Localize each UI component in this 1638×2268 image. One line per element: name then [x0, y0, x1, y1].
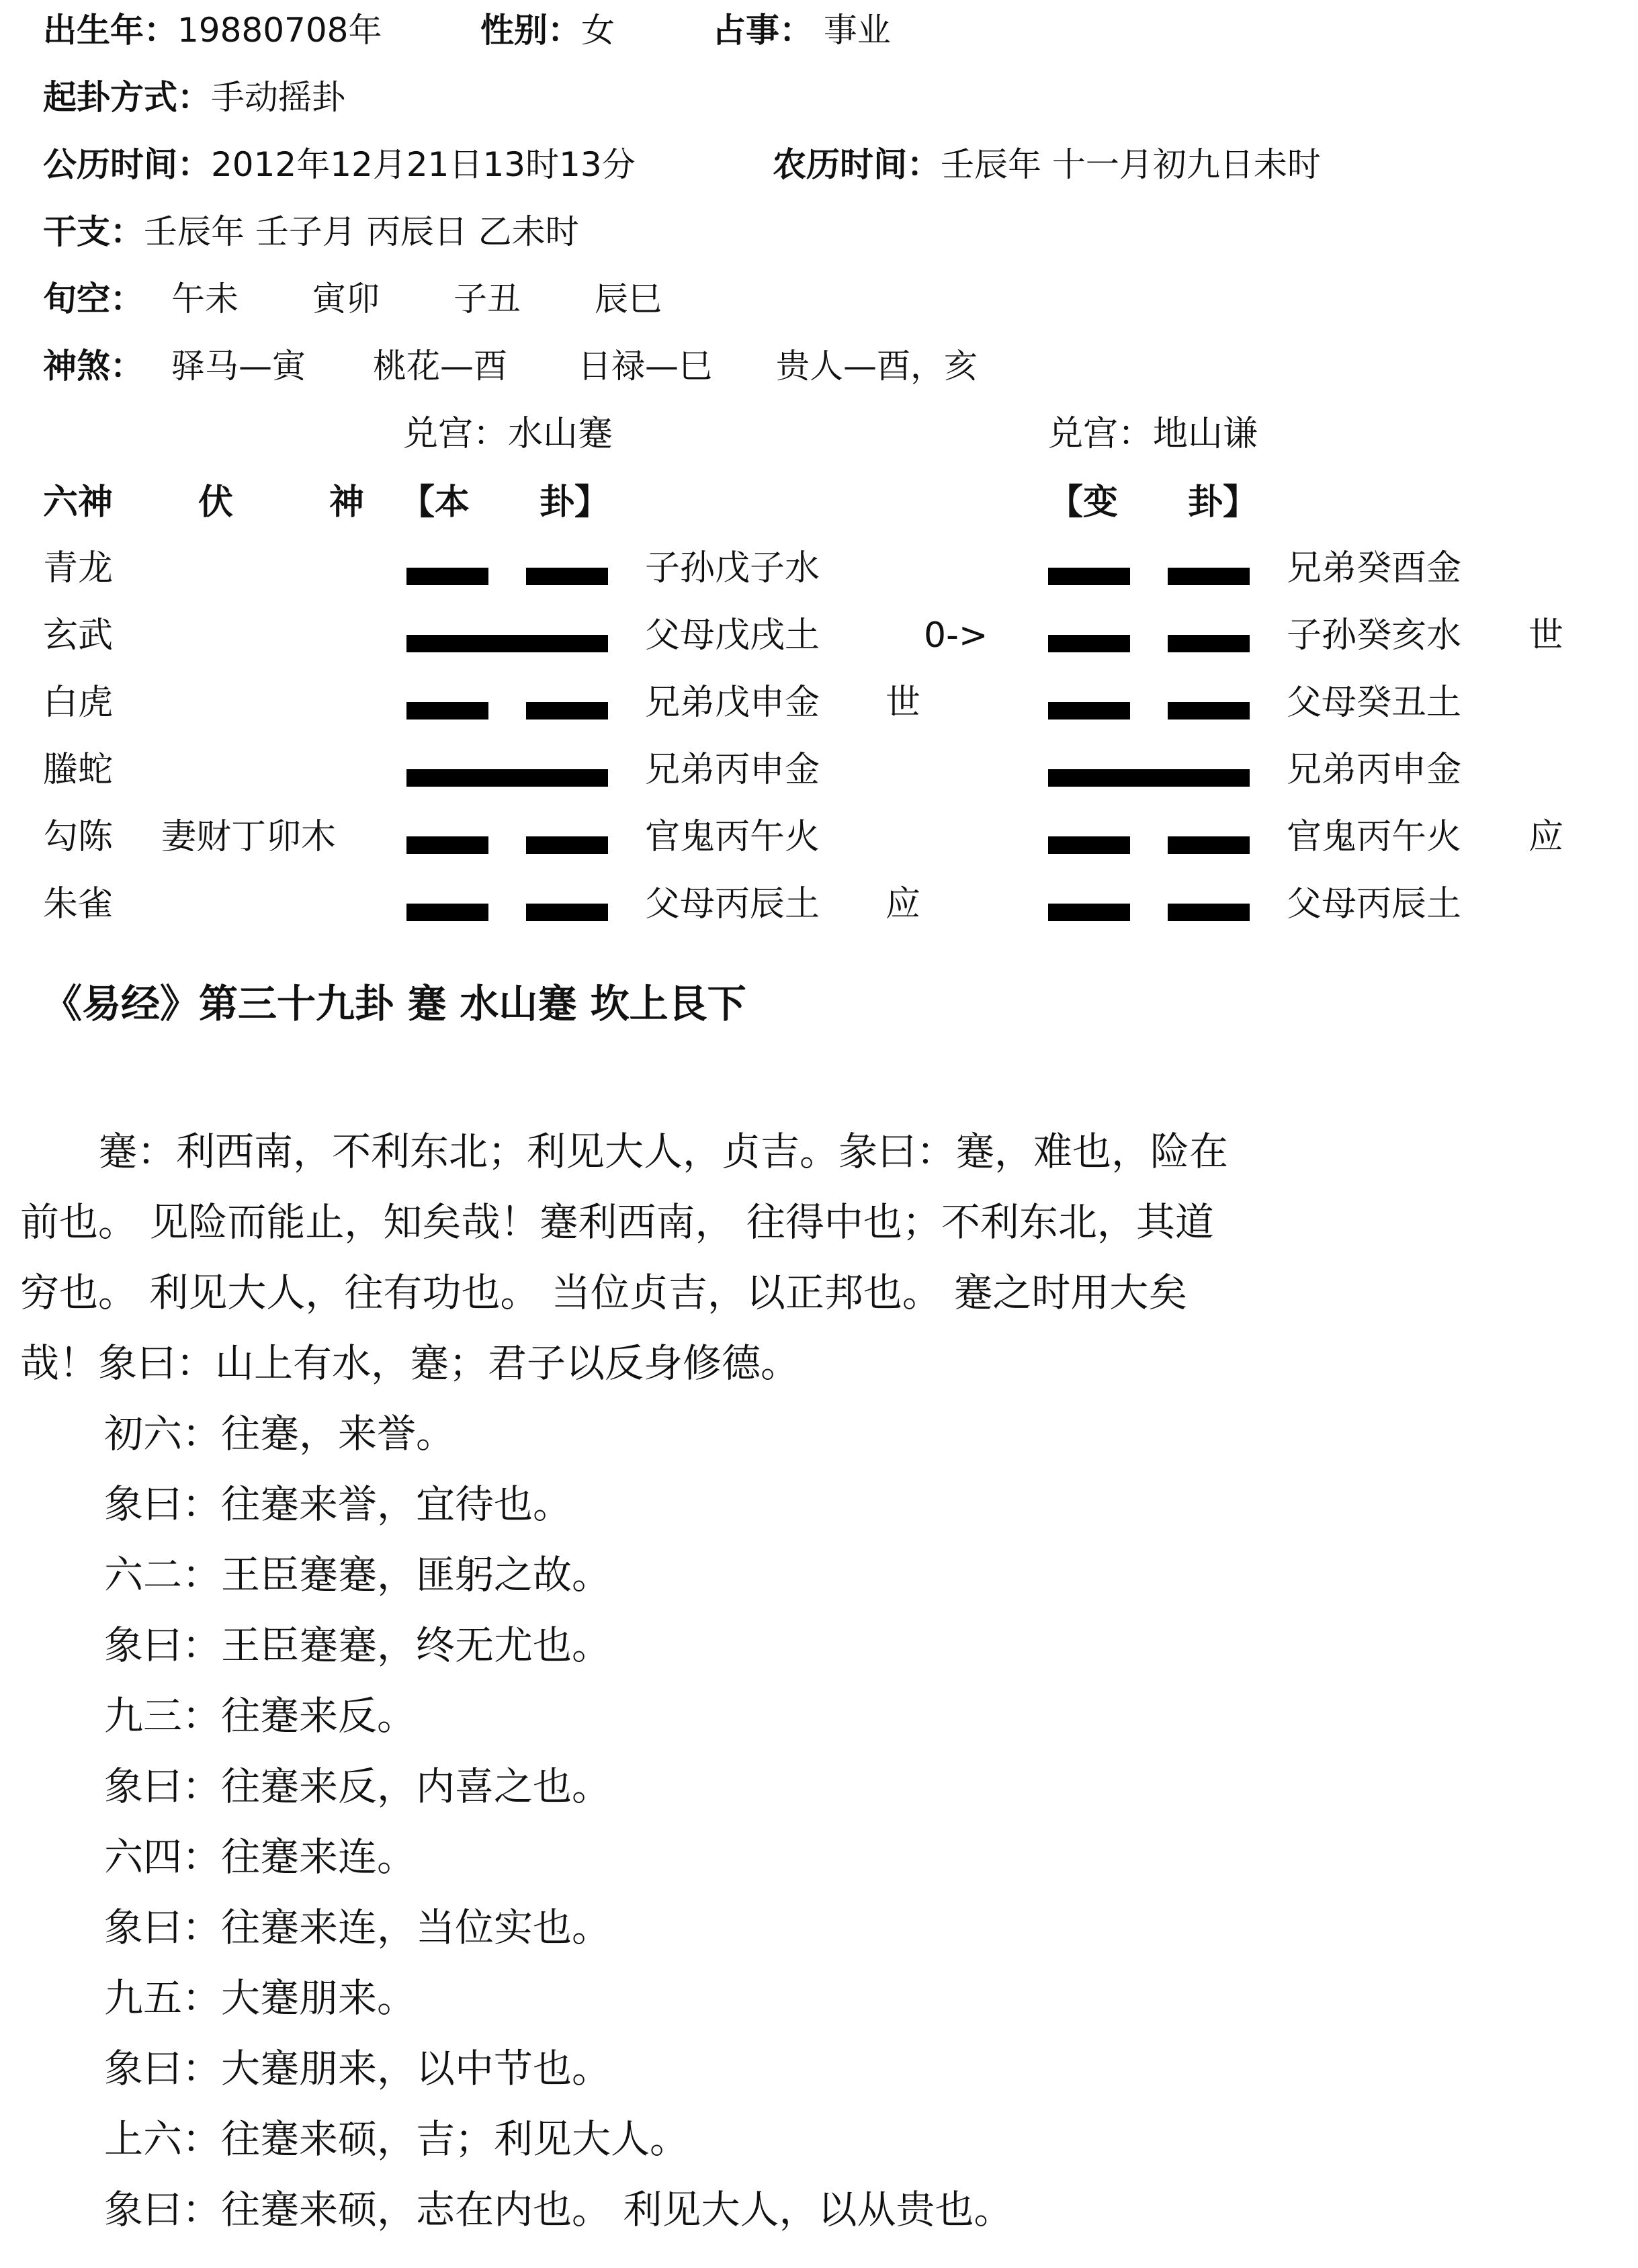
para-line: 哉！象曰：山上有水，蹇；君子以反身修德。 [20, 1340, 800, 1386]
gender-label: 性别： [480, 11, 581, 50]
yin-line-bar [1168, 836, 1250, 854]
liushen-label: 螣蛇 [43, 750, 114, 790]
ben-gua-yao-line [406, 904, 608, 921]
birth-line [43, 11, 382, 50]
ben-gua-yao-line [406, 568, 608, 585]
yin-line-bar [1048, 702, 1130, 719]
yao-text-line: 象曰：往蹇来连，当位实也。 [104, 1905, 611, 1950]
yin-line-bar [1048, 836, 1130, 854]
yin-line-bar [406, 702, 488, 719]
xunkong-item: 午未 [171, 279, 239, 318]
shensha-item: 桃花—酉 [373, 347, 507, 386]
para-line: 穷也。 利见大人，往有功也。 当位贞吉，以正邦也。 蹇之时用大矣 [20, 1270, 1188, 1315]
matter-value: 事业 [813, 11, 891, 50]
ben-gua-yao-line [406, 769, 608, 787]
ben-gua-yao-line [406, 702, 608, 719]
ben-gua-palace: 兑宫：水山蹇 [403, 414, 613, 454]
gender-value: 女 [581, 11, 615, 50]
birth-value: 19880708年 [177, 11, 382, 50]
xunkong-item: 子丑 [454, 279, 521, 318]
method-line [43, 78, 345, 117]
bian-yao-text: 官鬼丙午火 [1287, 817, 1462, 857]
liushen-label: 青龙 [43, 548, 114, 588]
ganzhi-label: 干支： [43, 212, 144, 251]
yao-text-line: 象曰：往蹇来反，内喜之也。 [104, 1763, 611, 1809]
yin-line-bar [406, 836, 488, 854]
bian-yao-text: 父母癸丑土 [1287, 683, 1462, 723]
method-value: 手动摇卦 [211, 78, 345, 117]
col-liushen: 六神 [43, 482, 114, 523]
bian-gua-palace: 兑宫：地山谦 [1048, 414, 1258, 454]
yin-line-bar [526, 904, 608, 921]
para-line: 前也。 见险而能止，知矣哉！蹇利西南， 往得中也；不利东北，其道 [20, 1199, 1214, 1245]
shensha-item: 驿马—寅 [171, 347, 306, 386]
xunkong-label: 旬空： [43, 279, 144, 318]
bian-gua-yao-line [1048, 702, 1250, 719]
yin-line-bar [1168, 904, 1250, 921]
yang-line-bar [406, 635, 608, 652]
yin-line-bar [1168, 702, 1250, 719]
yin-line-bar [526, 836, 608, 854]
col-ben-gua: 【本 卦】 [400, 482, 610, 523]
yang-line-bar [406, 769, 608, 787]
bian-yao-text: 兄弟丙申金 [1287, 750, 1462, 790]
solar-label: 公历时间： [43, 145, 211, 184]
shensha-item: 日禄—巳 [578, 347, 712, 386]
ben-yao-text: 官鬼丙午火 [645, 817, 820, 857]
yin-line-bar [1048, 568, 1130, 585]
yao-text-line: 初六：往蹇，来誉。 [104, 1411, 456, 1456]
yao-text-line: 象曰：往蹇来誉，宜待也。 [104, 1481, 572, 1527]
bian-gua-yao-line [1048, 635, 1250, 652]
yang-line-bar [1048, 769, 1250, 787]
yao-text-line: 象曰：往蹇来硕，志在内也。 利见大人，以从贵也。 [104, 2187, 1013, 2232]
xunkong-item: 寅卯 [312, 279, 380, 318]
bian-gua-yao-line [1048, 836, 1250, 854]
liushen-label: 白虎 [43, 683, 114, 723]
bian-shiying-mark: 世 [1528, 615, 1564, 656]
para-line: 蹇：利西南，不利东北；利见大人，贞吉。彖曰：蹇，难也，险在 [20, 1129, 1229, 1174]
xunkong-item: 辰巳 [595, 279, 662, 318]
yin-line-bar [406, 904, 488, 921]
bian-shiying-mark: 应 [1528, 817, 1564, 857]
yao-text-line: 九三：往蹇来反。 [104, 1693, 417, 1739]
ben-yao-text: 兄弟丙申金 [645, 750, 820, 790]
shensha-label: 神煞： [43, 347, 144, 386]
change-marker: 0-> [924, 615, 988, 656]
ben-gua-yao-line [406, 635, 608, 652]
hexagram-title: 《易经》第三十九卦 蹇 水山蹇 坎上艮下 [43, 981, 746, 1027]
bian-yao-text: 兄弟癸酉金 [1287, 548, 1462, 588]
liushen-label: 朱雀 [43, 884, 114, 924]
yin-line-bar [1048, 635, 1130, 652]
matter-label: 占事： [712, 11, 813, 50]
yao-text-line: 象曰：大蹇朋来，以中节也。 [104, 2046, 611, 2091]
lunar-label: 农历时间： [773, 145, 941, 184]
gender-line [480, 11, 615, 50]
bian-gua-yao-line [1048, 904, 1250, 921]
fushen-label: 妻财丁卯木 [161, 817, 337, 857]
yin-line-bar [526, 568, 608, 585]
yao-text-line: 象曰：王臣蹇蹇，终无尤也。 [104, 1622, 611, 1668]
yao-text-line: 六四：往蹇来连。 [104, 1834, 417, 1880]
yao-text-line: 上六：往蹇来硕，吉；利见大人。 [104, 2116, 689, 2162]
col-shen: 神 [329, 482, 365, 523]
ganzhi-line [43, 212, 579, 251]
ben-yao-text: 兄弟戊申金 [645, 683, 820, 723]
bian-yao-text: 子孙癸亥水 [1287, 615, 1462, 656]
solar-value: 2012年12月21日13时13分 [211, 145, 636, 184]
yao-text-line: 九五：大蹇朋来。 [104, 1975, 417, 2021]
solar-line [43, 145, 636, 184]
col-fu: 伏 [198, 482, 234, 523]
matter-line [712, 11, 891, 50]
yin-line-bar [1048, 904, 1130, 921]
liushen-label: 勾陈 [43, 817, 114, 857]
ben-shiying-mark: 应 [886, 884, 921, 924]
liushen-label: 玄武 [43, 615, 114, 656]
lunar-line [773, 145, 1321, 184]
ben-shiying-mark: 世 [886, 683, 921, 723]
ben-yao-text: 父母戊戌土 [645, 615, 820, 656]
birth-label: 出生年： [43, 11, 177, 50]
yin-line-bar [406, 568, 488, 585]
lunar-value: 壬辰年 十一月初九日未时 [941, 145, 1321, 184]
ganzhi-value: 壬辰年 壬子月 丙辰日 乙未时 [144, 212, 579, 251]
yin-line-bar [1168, 568, 1250, 585]
bian-gua-yao-line [1048, 568, 1250, 585]
col-bian-gua: 【变 卦】 [1048, 482, 1258, 523]
yin-line-bar [1168, 635, 1250, 652]
bian-gua-yao-line [1048, 769, 1250, 787]
bian-yao-text: 父母丙辰土 [1287, 884, 1462, 924]
ben-yao-text: 父母丙辰土 [645, 884, 820, 924]
ben-yao-text: 子孙戊子水 [645, 548, 820, 588]
yin-line-bar [526, 702, 608, 719]
method-label: 起卦方式： [43, 78, 211, 117]
yao-text-line: 六二：王臣蹇蹇，匪躬之故。 [104, 1552, 611, 1598]
shensha-item: 贵人—酉，亥 [776, 347, 978, 386]
ben-gua-yao-line [406, 836, 608, 854]
